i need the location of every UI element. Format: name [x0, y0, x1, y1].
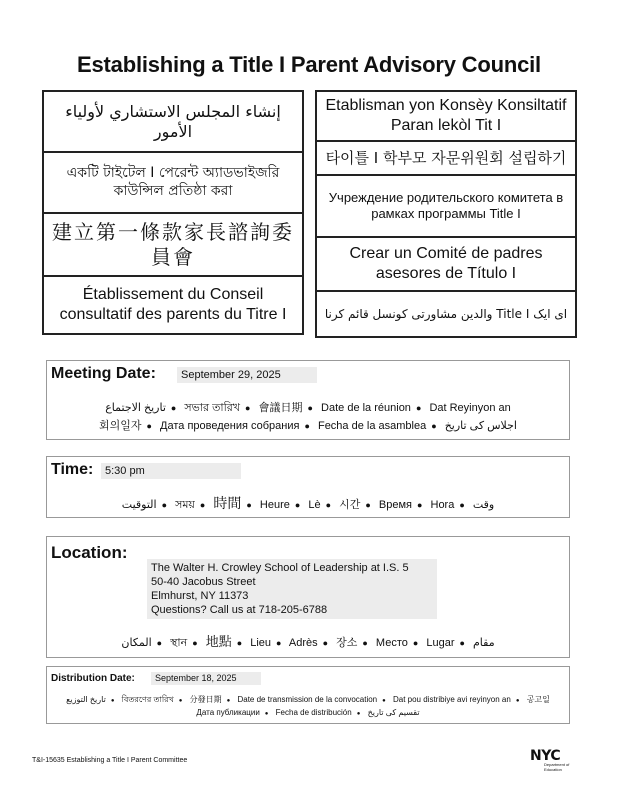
- time-section: [46, 456, 570, 518]
- translation-french: Établissement du Conseil consultatif des parents du Titre I: [42, 275, 304, 335]
- location-address: The Walter H. Crowley School of Leadership at I.S. 5 50-40 Jacobus Street Elmhurst, NY 11373 Questions? Call us at 718-205-6788: [151, 562, 409, 616]
- translation-haitian: Etablisman yon Konsèy Konsiltatif Paran lekòl Tit I: [315, 90, 577, 142]
- translation-chinese: 建立第一條款家長諮詢委員會: [42, 212, 304, 277]
- page-title: Establishing a Title I Parent Advisory Council: [77, 52, 541, 77]
- time-translations: التوقيت ● সময় ● 時間 ● Heure ● Lè ● 시간 ● Время ● Hora ● وقت: [121, 495, 495, 511]
- location-section: [46, 536, 570, 658]
- distribution-date-section: [46, 666, 570, 724]
- meeting-date-section: [46, 360, 570, 440]
- translations-right-column: [315, 92, 577, 338]
- meeting-date-translations-1: تاريخ الاجتماع ● সভার তারিখ ● 會議日期 ● Date de la réunion ● Dat Reyinyon an: [105, 402, 511, 414]
- location-label: Location:: [51, 543, 128, 562]
- meeting-date-label: Meeting Date:: [51, 365, 156, 382]
- translation-russian: Учреждение родительского комитета в рамках программы Title I: [315, 174, 577, 238]
- nyc-doe-logo: [530, 748, 570, 776]
- distribution-date-translations-2: Дата публикации ● Fecha de distribución ● تقسیم کی تاریخ: [196, 708, 420, 717]
- meeting-date-value: September 29, 2025: [181, 369, 281, 381]
- logo-subtitle: Department of Education: [544, 762, 570, 772]
- translation-arabic: إنشاء المجلس الاستشاري لأولياء الأمور: [42, 90, 304, 153]
- distribution-date-value: September 18, 2025: [155, 673, 237, 683]
- distribution-date-label: Distribution Date:: [51, 673, 135, 684]
- distribution-date-translations-1: تاريخ التوزيع ● বিতরণের তারিখ ● 分發日期 ● Date de transmission de la convocation ● Dat pou distribiye avi reyinyon an ● 공고일: [66, 695, 550, 704]
- location-translations: المكان ● স্থান ● 地點 ● Lieu ● Adrès ● 장소 ● Место ● Lugar ● مقام: [121, 634, 495, 649]
- nyc-logo-icon: NYC: [530, 748, 561, 764]
- translation-bengali: একটি টাইটেল I পেরেন্ট অ্যাডভাইজরি কাউন্সিল প্রতিষ্ঠা করা: [42, 151, 304, 214]
- time-label: Time:: [51, 461, 94, 478]
- time-value: 5:30 pm: [105, 465, 145, 477]
- meeting-date-translations-2: 회의일자 ● Дата проведения собрания ● Fecha de la asamblea ● اجلاس کی تاریخ: [99, 420, 517, 432]
- translation-korean: 타이틀 I 학부모 자문위원회 설립하기: [315, 140, 577, 176]
- translation-spanish: Crear un Comité de padres asesores de Título I: [315, 236, 577, 292]
- translations-left-column: [42, 92, 304, 335]
- translation-urdu: ای ایک Title I والدین مشاورتی کونسل قائم کرنا: [315, 290, 577, 338]
- footer-code: T&I-15635 Establishing a Title I Parent Committee: [32, 757, 188, 764]
